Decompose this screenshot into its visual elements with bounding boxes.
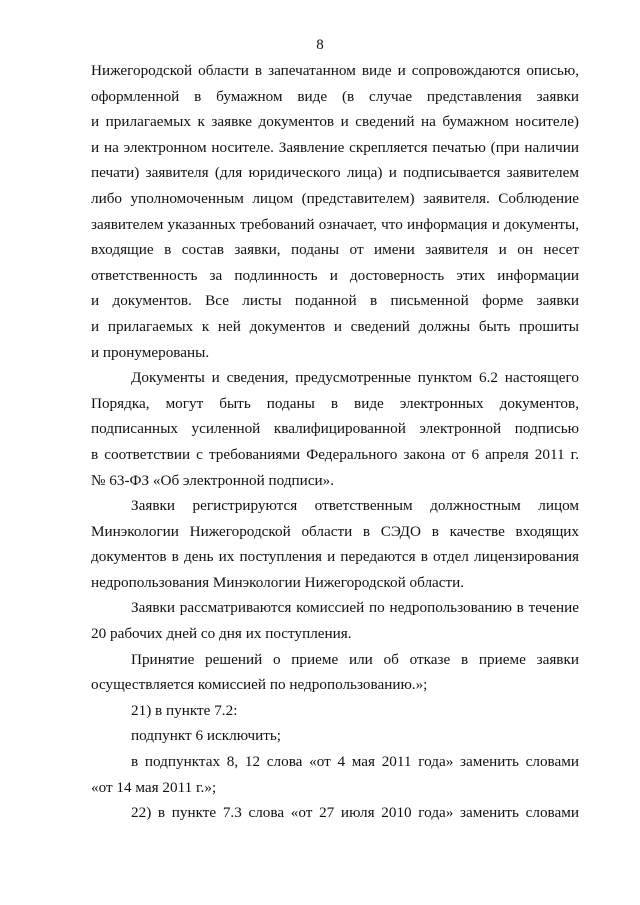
text-line: № 63-ФЗ «Об электронной подписи». bbox=[91, 471, 335, 489]
text-line: и прилагаемых к заявке документов и сведений на бумажном носителе) bbox=[91, 113, 579, 131]
text-line: и прилагаемых к ней документов и сведений должны быть прошиты bbox=[91, 317, 579, 335]
text-line: Заявки рассматриваются комиссией по недропользованию в течение bbox=[131, 599, 579, 617]
text-line: документов в день их поступления и передаются в отдел лицензирования bbox=[91, 548, 579, 566]
document-body bbox=[91, 58, 579, 826]
text-line: Порядка, могут быть поданы в виде электронных документов, bbox=[91, 394, 579, 412]
text-line: подпункт 6 исключить; bbox=[131, 727, 282, 745]
text-line: осуществляется комиссией по недропользованию.»; bbox=[91, 676, 428, 694]
text-line: подписанных усиленной квалифицированной электронной подписью bbox=[91, 420, 579, 438]
text-line: и документов. Все листы поданной в письменной форме заявки bbox=[91, 292, 579, 310]
page-number: 8 bbox=[316, 37, 324, 53]
text-line: Принятие решений о приеме или об отказе в приеме заявки bbox=[131, 650, 579, 668]
text-line: 22) в пункте 7.3 слова «от 27 июля 2010 года» заменить словами bbox=[131, 804, 579, 822]
text-line: печати) заявителя (для юридического лица) и подписывается заявителем bbox=[91, 164, 579, 182]
text-line: Нижегородской области в запечатанном виде и сопровождаются описью, bbox=[91, 62, 579, 79]
text-line: в соответствии с требованиями Федерального закона от 6 апреля 2011 г. bbox=[91, 445, 579, 463]
text-line: оформленной в бумажном виде (в случае представления заявки bbox=[91, 87, 579, 105]
text-line: либо уполномоченным лицом (представителем) заявителя. Соблюдение bbox=[91, 189, 579, 207]
text-line: ответственность за подлинность и достоверность этих информации bbox=[91, 266, 579, 284]
text-line: Минэкологии Нижегородской области в СЭДО в качестве входящих bbox=[91, 522, 579, 540]
text-line: Документы и сведения, предусмотренные пунктом 6.2 настоящего bbox=[131, 369, 579, 387]
text-line: Заявки регистрируются ответственным должностным лицом bbox=[131, 497, 579, 515]
text-line: недропользования Минэкологии Нижегородской области. bbox=[91, 573, 465, 591]
text-line: в подпунктах 8, 12 слова «от 4 мая 2011 года» заменить словами bbox=[131, 753, 579, 771]
text-line: заявителем указанных требований означает, что информация и документы, bbox=[91, 215, 579, 233]
text-line: 20 рабочих дней со дня их поступления. bbox=[91, 625, 352, 643]
text-line: «от 14 мая 2011 г.»; bbox=[91, 778, 217, 796]
text-line: и пронумерованы. bbox=[91, 343, 210, 361]
text-line: 21) в пункте 7.2: bbox=[131, 701, 238, 719]
text-line: и на электронном носителе. Заявление скрепляется печатью (при наличии bbox=[91, 138, 579, 156]
text-line: входящие в состав заявки, поданы от имени заявителя и он несет bbox=[91, 241, 579, 259]
